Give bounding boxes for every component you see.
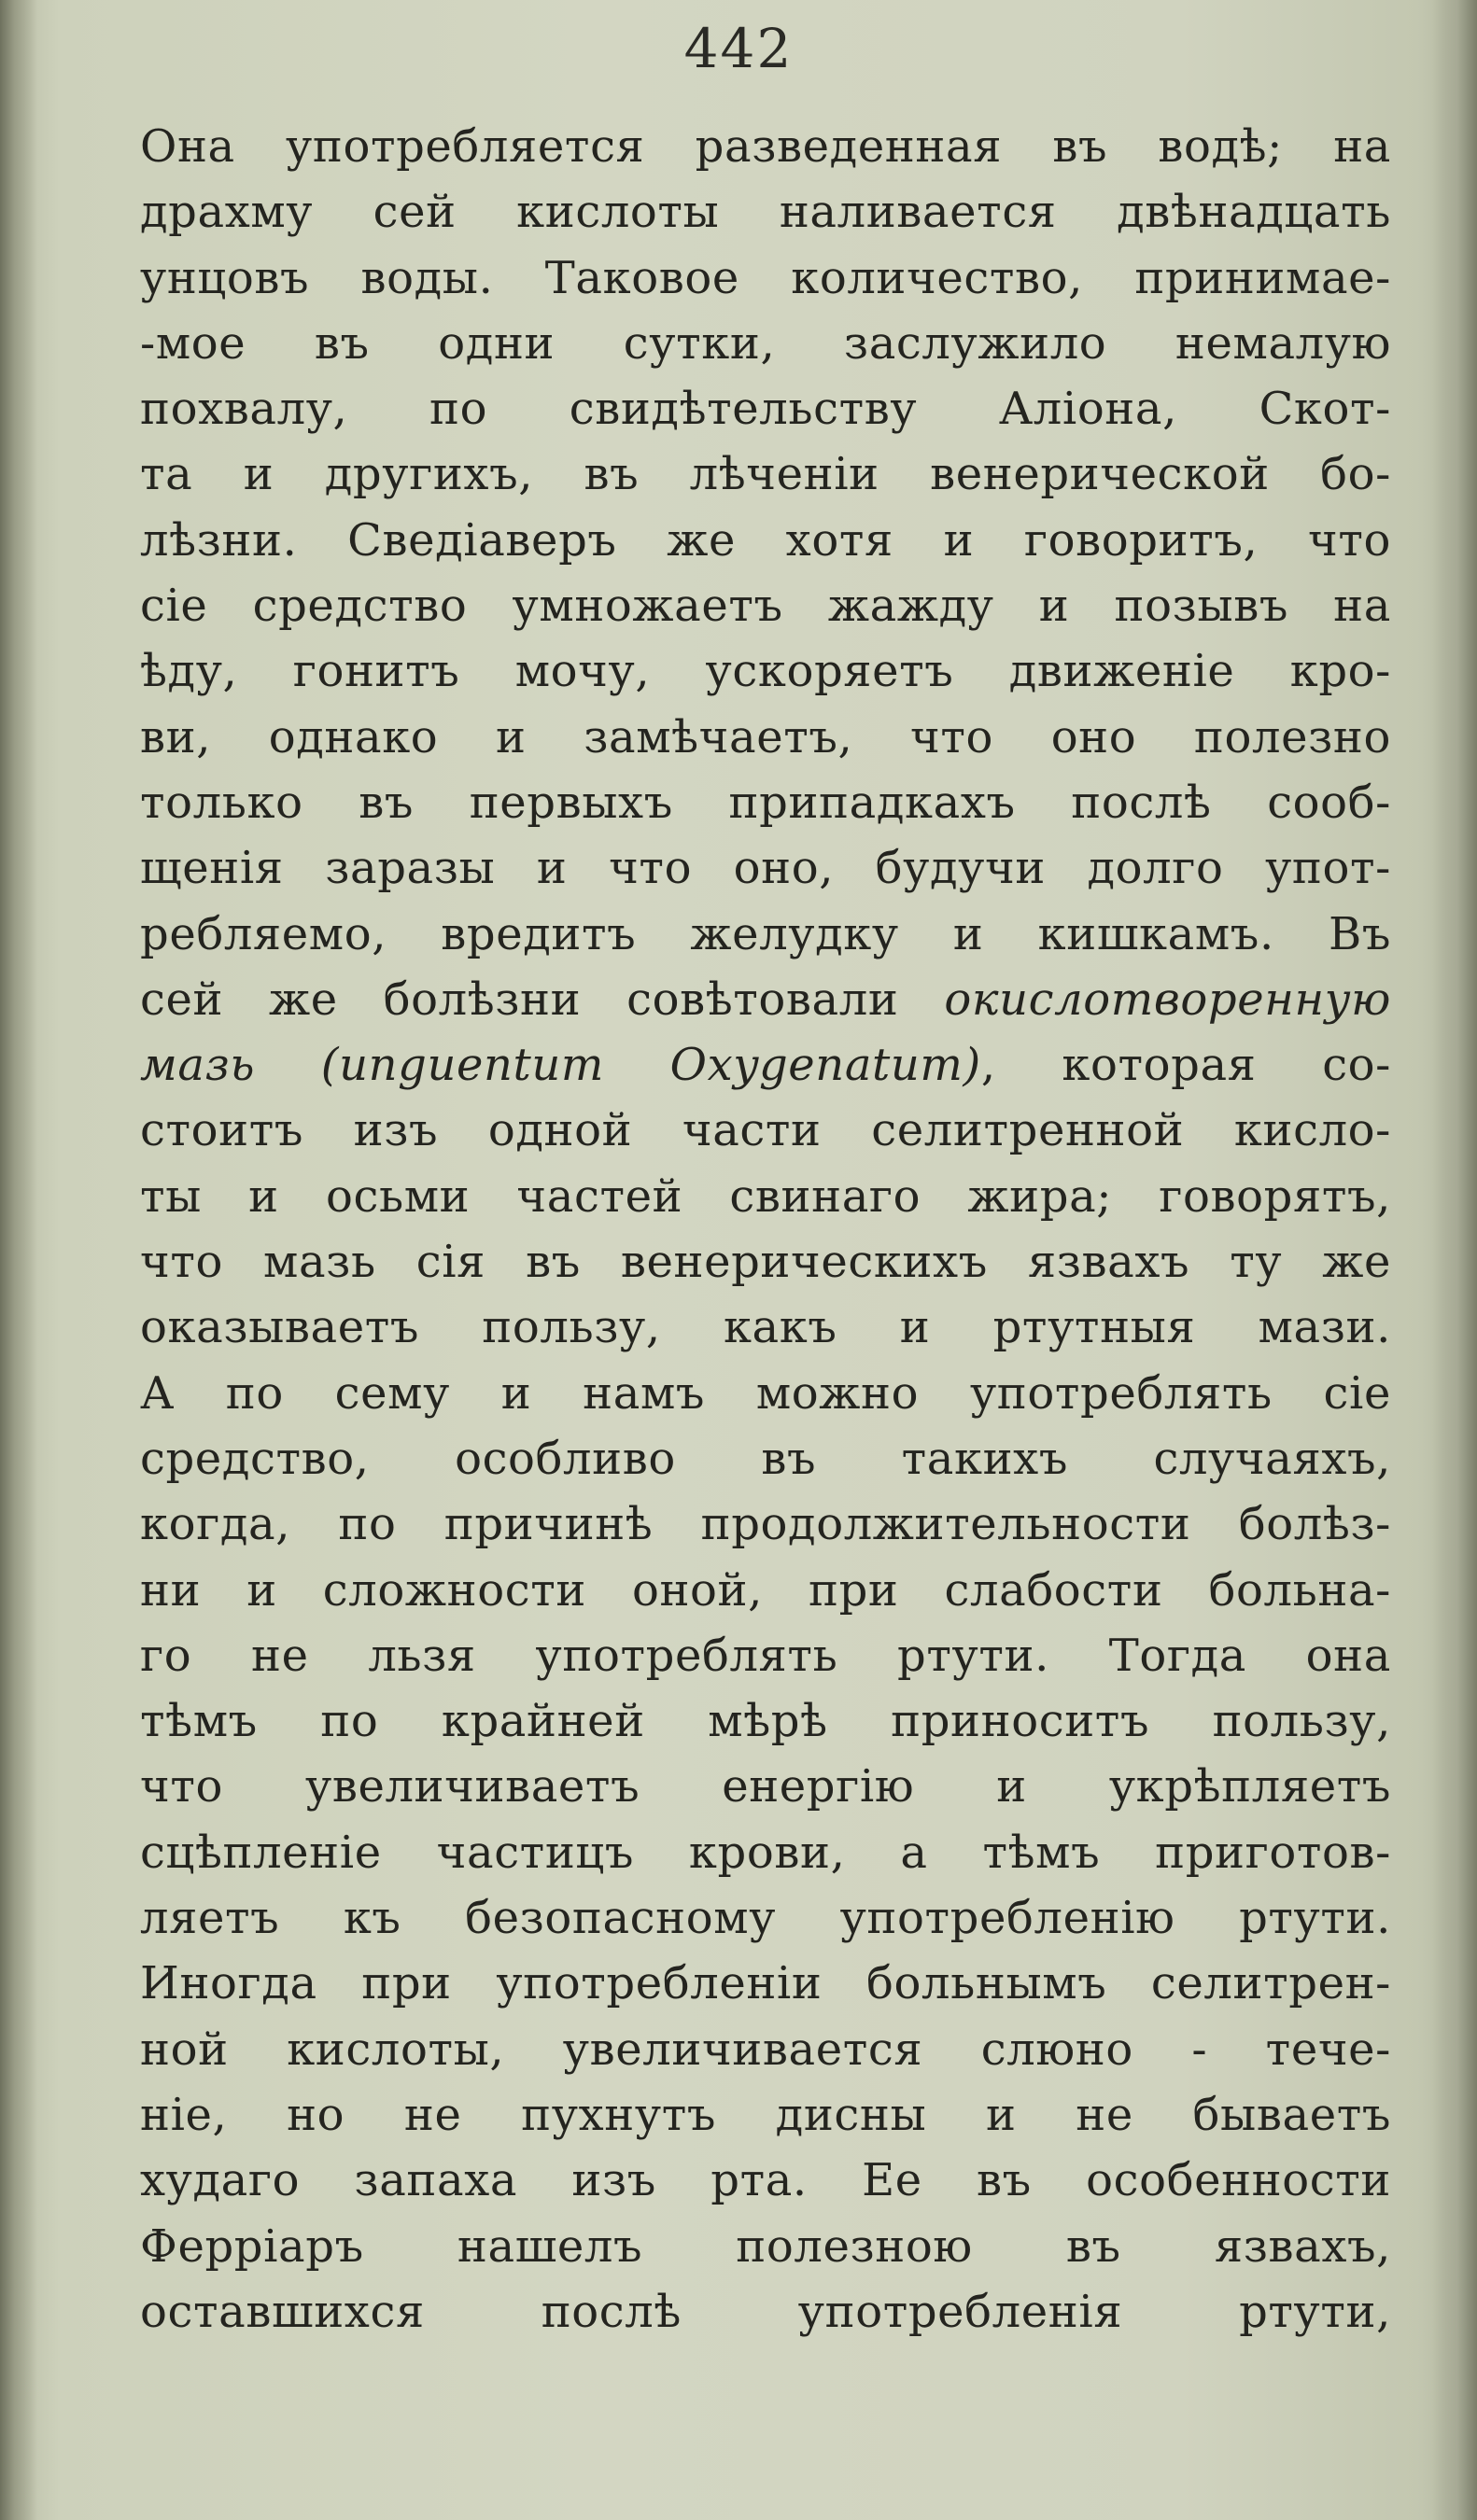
text-line: похвалу, по свидѣтельству Аліона, Скот- — [140, 383, 1391, 436]
text-line: сіе средство умножаетъ жажду и позывъ на — [140, 580, 1391, 633]
text-line: Иногда при употребленіи больнымъ селитрен- — [140, 1957, 1391, 2010]
page-number: 442 — [683, 17, 794, 80]
italic-term: окислотворенную — [944, 973, 1391, 1026]
text-line: сцѣпленіе частицъ крови, а тѣмъ приготов- — [140, 1826, 1391, 1879]
text-line: что увеличиваетъ енергію и укрѣпляетъ — [140, 1760, 1391, 1813]
text-line-mixed — [140, 967, 1391, 1032]
page-left-shadow — [0, 0, 37, 2520]
italic-latin-term: мазь (unguentum Oxygenatum) — [140, 1039, 981, 1092]
text-line: когда, по причинѣ продолжительности болѣз- — [140, 1498, 1391, 1551]
text-line: ты и осьми частей свинаго жира; говорятъ, — [140, 1169, 1391, 1223]
text-line: средство, особливо въ такихъ случаяхъ, — [140, 1432, 1391, 1485]
text-fragment: сей же болѣзни совѣтовали — [140, 973, 945, 1026]
text-line: та и другихъ, въ лѣченіи венерической бо- — [140, 448, 1391, 501]
text-line: Она употребляется разведенная въ водѣ; на — [140, 120, 1391, 173]
text-line: худаго запаха изъ рта. Ее въ особенности — [140, 2154, 1391, 2207]
text-line: что мазь сія въ венерическихъ язвахъ ту же — [140, 1236, 1391, 1289]
text-line: оказываетъ пользу, какъ и ртутныя мази. — [140, 1301, 1391, 1354]
text-line: оставшихся послѣ употребленія ртути, — [140, 2285, 1391, 2338]
text-line: унцовъ воды. Таковое количество, принимае- — [140, 251, 1391, 304]
text-line: только въ первыхъ припадкахъ послѣ сооб- — [140, 776, 1391, 829]
text-line-mixed — [140, 1032, 1391, 1098]
text-line: ѣду, гонитъ мочу, ускоряетъ движеніе кро- — [140, 645, 1391, 698]
body-text — [140, 114, 1391, 2345]
text-line: ни и сложности оной, при слабости больна- — [140, 1563, 1391, 1617]
text-line: щенія заразы и что оно, будучи долго упот- — [140, 842, 1391, 895]
text-line: ребляемо, вредитъ желудку и кишкамъ. Въ — [140, 907, 1391, 960]
text-line: ляетъ къ безопасному употребленію ртути. — [140, 1892, 1391, 1945]
text-line: го не льзя употреблять ртути. Тогда она — [140, 1629, 1391, 1682]
text-line: ной кислоты, увеличивается слюно - тече- — [140, 2023, 1391, 2076]
text-line: -мое въ одни сутки, заслужило немалую — [140, 316, 1391, 370]
text-line: тѣмъ по крайней мѣрѣ приноситъ пользу, — [140, 1695, 1391, 1748]
text-line: драхму сей кислоты наливается двѣнадцать — [140, 186, 1391, 239]
text-line: Ферріаръ нашелъ полезною въ язвахъ, — [140, 2219, 1391, 2273]
text-line: ніе, но не пухнутъ дисны и не бываетъ — [140, 2088, 1391, 2141]
page-right-shadow — [1432, 0, 1477, 2520]
text-fragment: , которая со- — [980, 1039, 1391, 1092]
text-line: А по сему и намъ можно употреблять сіе — [140, 1366, 1391, 1420]
text-line: стоитъ изъ одной части селитренной кисло- — [140, 1104, 1391, 1157]
text-line: ви, однако и замѣчаетъ, что оно полезно — [140, 710, 1391, 763]
text-line: лѣзни. Сведіаверъ же хотя и говоритъ, что — [140, 513, 1391, 567]
